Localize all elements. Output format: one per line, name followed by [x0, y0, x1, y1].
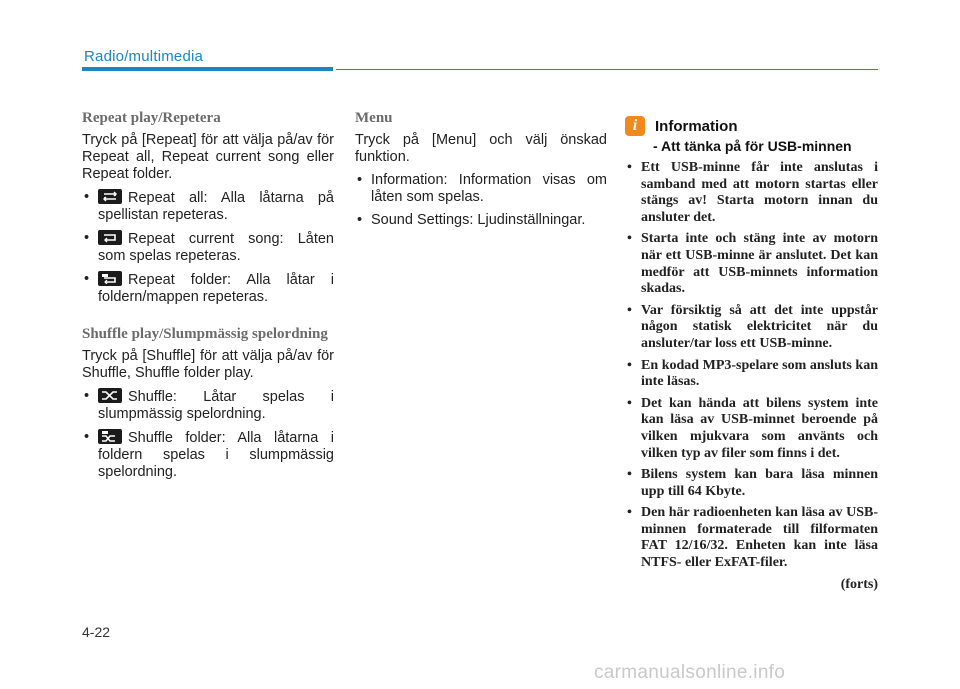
info-header — [625, 116, 878, 136]
list-item: • En kodad MP3-spelare som ansluts kan inte läsas. — [625, 358, 878, 391]
list-item-text: Shuffle folder: Alla låtarna i foldern spelas i slumpmässig spelordning. — [98, 430, 334, 480]
list-item: • Ett USB-minne får inte anslutas i samband med att motorn startas eller stängs av! Starta motorn innan du ansluter det. — [625, 160, 878, 226]
info-subtitle: - Att tänka på för USB-minnen — [653, 138, 852, 154]
shuffle-folder-icon — [98, 429, 122, 444]
repeat-all-icon — [98, 189, 122, 204]
list-item: • Den här radioenheten kan läsa av USB-minnen formaterade till filformaten FAT 12/16/32. Enheten kan inte läsa NTFS- eller ExFAT-filer. — [625, 505, 878, 571]
list-item-text: Shuffle: Låtar spelas i slumpmässig spelordning. — [98, 389, 334, 422]
page-number: 4-22 — [82, 624, 111, 640]
repeat-folder-icon — [98, 271, 122, 286]
menu-list — [355, 172, 607, 229]
list-item — [82, 189, 334, 224]
info-title: Information — [655, 117, 738, 135]
left-column — [82, 110, 334, 487]
repeat-heading: Repeat play/Repetera — [82, 110, 221, 126]
watermark: carmanualsonline.info — [594, 662, 786, 683]
list-item — [82, 230, 334, 265]
info-icon: i — [625, 116, 645, 136]
info-list — [625, 160, 878, 572]
shuffle-icon — [98, 388, 122, 403]
info-box — [625, 116, 878, 593]
shuffle-intro: Tryck på [Shuffle] för att välja på/av för Shuffle, Shuffle folder play. — [82, 348, 334, 381]
list-item: • Bilens system kan bara läsa minnen upp till 64 Kbyte. — [625, 467, 878, 500]
menu-heading: Menu — [355, 110, 393, 126]
list-item-text: Repeat folder: Alla låtar i foldern/mappen repeteras. — [98, 272, 334, 305]
menu-intro: Tryck på [Menu] och välj önskad funktion. — [355, 132, 607, 165]
repeat-intro: Tryck på [Repeat] för att välja på/av för Repeat all, Repeat current song eller Repeat folder. — [82, 132, 334, 182]
header-rule-thin — [336, 69, 878, 70]
list-item-text: Repeat all: Alla låtarna på spellistan repeteras. — [98, 190, 334, 223]
continued-label: (forts) — [840, 576, 878, 592]
shuffle-list — [82, 388, 334, 481]
repeat-list — [82, 189, 334, 306]
list-item — [82, 271, 334, 306]
repeat-song-icon — [98, 230, 122, 245]
header-title: Radio/multimedia — [84, 48, 204, 65]
list-item-text: Repeat current song: Låten som spelas repeteras. — [98, 231, 334, 264]
list-item: • Sound Settings: Ljudinställningar. — [355, 212, 607, 229]
list-item: • Det kan hända att bilens system inte kan läsa av USB-minnet beroende på vilken mjukvara som använts och vilken typ av filer som finns i det. — [625, 396, 878, 462]
list-item: • Information: Information visas om låten som spelas. — [355, 172, 607, 206]
list-item — [82, 388, 334, 423]
list-item: • Starta inte och stäng inte av motorn när ett USB-minne är anslutet. Det kan medför att USB-minnets information skadas. — [625, 231, 878, 297]
header-rule-thick — [82, 67, 333, 71]
list-item: • Var försiktig så att det inte uppstår någon statisk elektricitet när du ansluter/tar loss ett USB-minne. — [625, 303, 878, 353]
middle-column — [355, 110, 607, 235]
list-item — [82, 429, 334, 481]
shuffle-heading: Shuffle play/Slumpmässig spelordning — [82, 326, 328, 342]
